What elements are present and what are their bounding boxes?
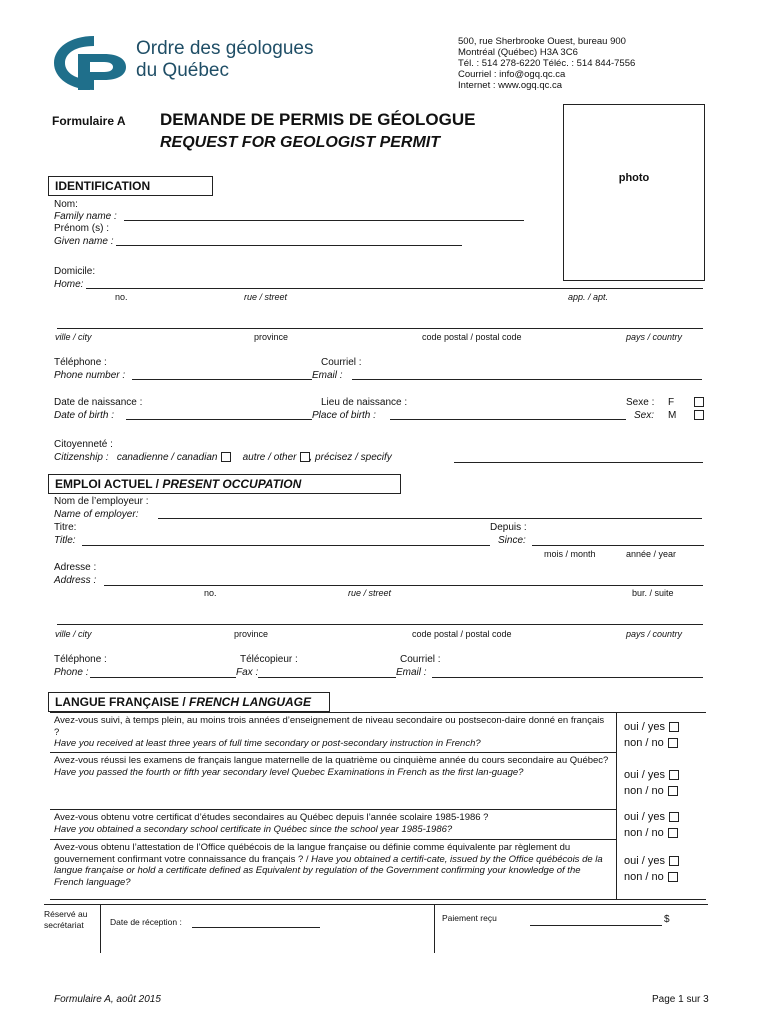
q4-answers	[624, 853, 679, 885]
citizenship-specify-field[interactable]	[454, 462, 703, 463]
form-code: Formulaire A	[52, 114, 126, 128]
given-name-field[interactable]	[116, 245, 462, 246]
work-courriel-label: Courriel :	[400, 654, 441, 665]
question-1	[54, 715, 610, 750]
sex-m-option	[668, 410, 676, 421]
email-label: Email :	[312, 370, 343, 381]
home-label: Home:	[54, 279, 84, 290]
phone-field[interactable]	[132, 379, 312, 380]
reserved-label: Réservé au secrétariat	[44, 909, 88, 930]
address-label: Address :	[54, 575, 97, 586]
q4-yes-checkbox[interactable]	[669, 856, 679, 866]
family-name-label: Family name :	[54, 211, 117, 222]
work-postal-label: code postal / postal code	[412, 629, 512, 639]
date-naissance-label: Date de naissance :	[54, 397, 143, 408]
q3-no-label: non / no	[624, 827, 664, 839]
question-3-fr: Avez-vous obtenu votre certificat d’études secondaires au Québec depuis l’année scolaire 1985-1986 ?	[54, 812, 489, 823]
q1-no-checkbox[interactable]	[668, 738, 678, 748]
question-4-fr: Avez-vous obtenu l’attestation de l’Office québécois de la langue française ou définie comme équivalente par règlement du gouvernement confirmant votre connaissance du français ? /	[54, 842, 571, 865]
q3-answers	[624, 809, 679, 841]
payment-field[interactable]	[530, 925, 662, 926]
work-email-label: Email :	[396, 667, 427, 678]
since-field[interactable]	[532, 545, 704, 546]
place-birth-label: Place of birth :	[312, 410, 376, 421]
identification-heading: IDENTIFICATION	[48, 176, 213, 196]
dollar-sign: $	[664, 914, 670, 925]
org-name	[136, 38, 313, 82]
sex-f-checkbox[interactable]	[694, 397, 704, 407]
q2-answers	[624, 767, 679, 799]
nom-label: Nom:	[54, 199, 78, 210]
title-field[interactable]	[82, 545, 490, 546]
phone-number-label: Phone number :	[54, 370, 126, 381]
sexe-label: Sexe :	[626, 397, 655, 408]
sex-f-label: F	[668, 397, 675, 408]
work-email-field[interactable]	[432, 677, 703, 678]
org-address2: Montréal (Québec) H3A 3C6	[458, 47, 578, 58]
work-city-label: ville / city	[55, 629, 92, 639]
question-2	[54, 755, 610, 778]
work-country-label: pays / country	[626, 629, 683, 639]
q2-no-checkbox[interactable]	[668, 786, 678, 796]
org-phones: Tél. : 514 278-6220 Téléc. : 514 844-7556	[458, 58, 636, 69]
home-street-label: rue / street	[244, 292, 288, 302]
citoyennete-label: Citoyenneté :	[54, 439, 113, 450]
other-checkbox[interactable]	[300, 452, 310, 462]
work-province-label: province	[234, 629, 269, 639]
canadian-label: canadienne / canadian	[116, 452, 218, 463]
question-2-fr: Avez-vous réussi les examens de français langue maternelle de la quatrième ou cinquième année du cours secondaire au Québec?	[54, 755, 609, 766]
home-province-label: province	[254, 332, 289, 342]
question-4	[54, 842, 610, 888]
home-country-label: pays / country	[626, 332, 683, 342]
home-apt-label: app. / apt.	[568, 292, 609, 302]
q2-no-label: non / no	[624, 785, 664, 797]
question-2-en: Have you passed the fourth or fifth year secondary level Quebec Examinations in French as the first lan-guage?	[54, 766, 524, 778]
other-label: autre / other	[242, 452, 297, 463]
title-en: REQUEST FOR GEOLOGIST PERMIT	[160, 134, 441, 151]
occupation-heading: EMPLOI ACTUEL / PRESENT OCCUPATION	[48, 474, 401, 494]
title-fr: DEMANDE DE PERMIS DE GÉOLOGUE	[160, 110, 476, 129]
q4-no-checkbox[interactable]	[668, 872, 678, 882]
date-reception-field[interactable]	[192, 927, 320, 928]
employeur-label: Nom de l’employeur :	[54, 496, 149, 507]
specify-label: , précisez / specify	[309, 452, 392, 463]
q1-no-label: non / no	[624, 737, 664, 749]
title-label: Title:	[54, 535, 76, 546]
canadian-checkbox[interactable]	[221, 452, 231, 462]
date-reception-label: Date de réception :	[110, 917, 182, 927]
reserved-box	[44, 904, 708, 953]
place-birth-field[interactable]	[390, 419, 626, 420]
lieu-naissance-label: Lieu de naissance :	[321, 397, 408, 408]
work-address-field[interactable]	[104, 585, 703, 586]
home-postal-label: code postal / postal code	[422, 332, 522, 342]
q3-yes-checkbox[interactable]	[669, 812, 679, 822]
work-telephone-label: Téléphone :	[54, 654, 107, 665]
question-1-fr: Avez-vous suivi, à temps plein, au moins trois années d’enseignement de niveau secondaire ou postsecon-daire donné en français ?	[54, 715, 605, 738]
titre-label: Titre:	[54, 522, 77, 533]
work-phone-label: Phone :	[54, 667, 89, 678]
photo-box[interactable]	[563, 104, 705, 281]
work-no-label: no.	[204, 588, 217, 598]
org-name-line1: Ordre des géologues	[136, 38, 314, 59]
domicile-label: Domicile:	[54, 266, 96, 277]
footer-form-date: Formulaire A, août 2015	[54, 994, 161, 1005]
home-no-label: no.	[115, 292, 128, 302]
org-email: Courriel : info@ogq.qc.ca	[458, 69, 566, 80]
work-suite-label: bur. / suite	[632, 588, 674, 598]
language-heading: LANGUE FRANÇAISE / FRENCH LANGUAGE	[48, 692, 330, 712]
photo-label: photo	[618, 172, 650, 184]
courriel-label: Courriel :	[321, 357, 362, 368]
employer-label: Name of employer:	[54, 509, 139, 520]
q3-yes-label: oui / yes	[624, 811, 665, 823]
citizenship-row	[54, 452, 392, 463]
question-3	[54, 812, 610, 835]
q2-yes-label: oui / yes	[624, 769, 665, 781]
email-field[interactable]	[352, 379, 702, 380]
org-contact	[458, 36, 635, 91]
language-questions	[50, 712, 706, 900]
home-city-label: ville / city	[55, 332, 92, 342]
sex-m-checkbox[interactable]	[694, 410, 704, 420]
sex-f-option	[668, 397, 674, 408]
q4-yes-label: oui / yes	[624, 855, 665, 867]
footer-page-number: Page 1 sur 3	[652, 994, 709, 1005]
month-label: mois / month	[544, 549, 596, 559]
prenom-label: Prénom (s) :	[54, 223, 110, 234]
q4-no-label: non / no	[624, 871, 664, 883]
home-city-field[interactable]	[57, 328, 703, 329]
q3-no-checkbox[interactable]	[668, 828, 678, 838]
home-address-field[interactable]	[86, 288, 703, 289]
ogq-logo	[50, 32, 132, 94]
work-street-label: rue / street	[348, 588, 392, 598]
payment-label: Paiement reçu	[442, 913, 497, 923]
org-name-line2: du Québec	[136, 60, 229, 81]
sex-label: Sex:	[634, 410, 655, 421]
adresse-label: Adresse :	[54, 562, 97, 573]
fax-label: Fax :	[236, 667, 259, 678]
question-1-en: Have you received at least three years of full time secondary or post-secondary instruction in French?	[54, 738, 481, 749]
org-address1: 500, rue Sherbrooke Ouest, bureau 900	[458, 36, 626, 47]
work-city-field[interactable]	[57, 624, 703, 625]
sex-m-label: M	[668, 410, 677, 421]
telecopieur-label: Télécopieur :	[240, 654, 298, 665]
question-4-en: Have you obtained a certifi-cate, issued by the Office québécois de la langue française or hold a certificate defined as Equivalent by regulation of the Government confirming your knowledge of the French language?	[54, 853, 603, 888]
q1-yes-label: oui / yes	[624, 721, 665, 733]
given-name-label: Given name :	[54, 236, 114, 247]
question-3-en: Have you obtained a secondary school certificate in Québec since the school year 1985-1986?	[54, 823, 453, 835]
since-label: Since:	[498, 535, 526, 546]
telephone-label: Téléphone :	[54, 357, 107, 368]
q1-yes-checkbox[interactable]	[669, 722, 679, 732]
work-phone-field[interactable]	[90, 677, 236, 678]
q1-answers	[624, 719, 679, 751]
employer-field[interactable]	[158, 518, 702, 519]
citizenship-label: Citizenship :	[54, 452, 109, 463]
fax-field[interactable]	[258, 677, 396, 678]
q2-yes-checkbox[interactable]	[669, 770, 679, 780]
date-birth-field[interactable]	[126, 419, 312, 420]
date-birth-label: Date of birth :	[54, 410, 115, 421]
family-name-field[interactable]	[124, 220, 524, 221]
depuis-label: Depuis :	[490, 522, 527, 533]
year-label: année / year	[626, 549, 677, 559]
org-web: Internet : www.ogq.qc.ca	[458, 80, 563, 91]
